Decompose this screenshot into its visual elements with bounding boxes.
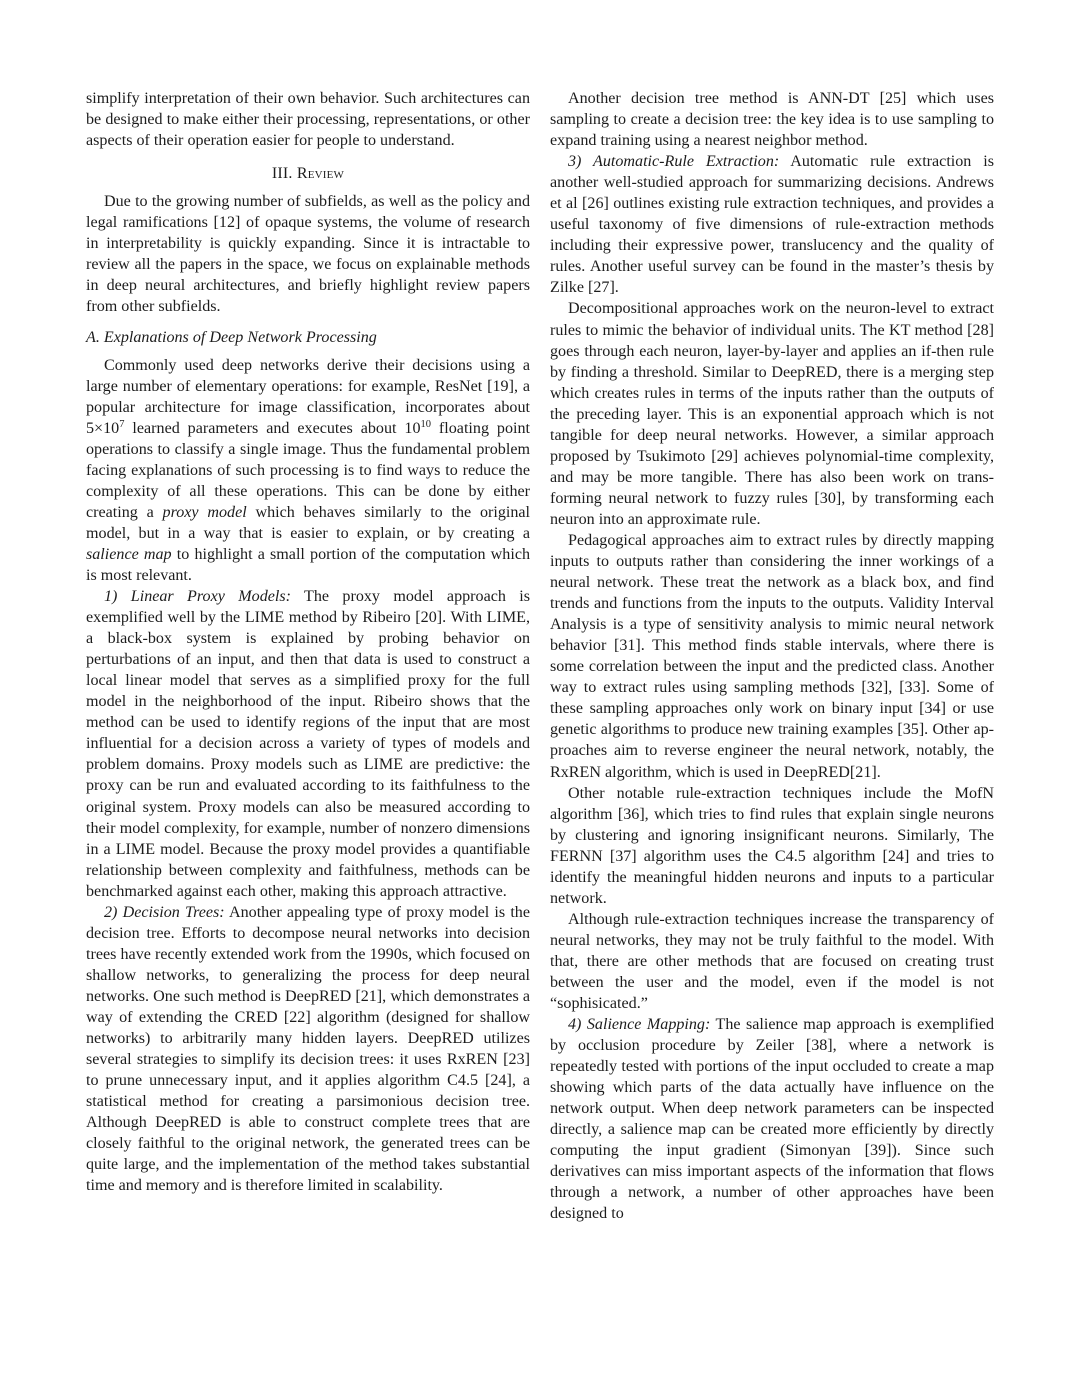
paragraph-title: 2) Decision Trees: — [104, 903, 225, 921]
paragraph-continuation: simplify interpretation of their own behavior. Such architectures can be designed to make either their processing, representations, or other aspects of their operation easier for people to understand. — [86, 90, 530, 150]
paragraph-title: 1) Linear Proxy Models: — [104, 588, 291, 606]
paragraph-ann-dt: Another decision tree method is ANN-DT [25] which uses sampling to create a decision tree: the key idea is to use sampling to expand training using a nearest neighbor method. — [550, 90, 994, 150]
right-column — [550, 88, 994, 1225]
paragraph-salience-mapping: 4) Salience Mapping: The salience map approach is exemplified by occlusion procedure by Zeiler [38], where a network is repeatedly tested with portions of the input occluded to create a map showing which parts of the data actually have influence on the network output. When deep network parameters can be inspected directly, a salience map can be created more efficiently by directly computing the input gradient (Simonyan [39]). Since such derivatives can miss important aspects of the information that flows through a network, a number of other approaches have been designed to — [550, 1016, 995, 1223]
section-number: III. — [271, 165, 293, 183]
paragraph-other-techniques: Other notable rule-extraction techniques include the MofN algorithm [36], which tries to find rules that explain single neurons by clustering and ignoring insignificant neurons. Similarly, The FERNN [37] algorithm uses the C4.5 algorithm [24] and tries to identify the meaningful hidden neurons and inputs to a particular network. — [550, 784, 994, 907]
section-title: Review — [296, 165, 345, 183]
paragraph-decision-trees: 2) Decision Trees: Another appealing type of proxy model is the decision tree. Efforts to decompose neural networks into decision trees have recently extended work from the 1990s, which focused on shallow networks, to generalizing the process for deep neural networks. One such method is DeepRED [21], which demonstrates a way of extending the CRED [22] algorithm (designed for shallow networks) to arbitrarily many hidden layers. DeepRED utilizes several strategies to simplify its decision trees: it uses RxREN [23] to prune unnecessary input, and it applies algorithm C4.5 [24], a statistical method for creating a parsimonious decision tree. Although DeepRED is able to construct complete trees that are closely faithful to the original network, the generated trees can be quite large, and the implementation of the method takes substantial time and memory and is therefore limited in scalability. — [86, 903, 530, 1195]
paragraph-pedagogical: Pedagogical approaches aim to extract rules by directly mapping inputs to outputs rather than considering the inner workings of a neural network. These treat the network as a black box, and find trends and functions from the inputs to the outputs. Validity Interval Analysis is a type of sensitivity analysis to mimic neural network behavior [31]. This method finds stable intervals, where there is some correlation between the input and the predicted class. Another way to extract rules using sampling methods [32], [33]. Some of these sampling approaches only work on binary input [34] or use genetic algorithms to produce new training examples [35]. Other approaches aim to reverse engineer the neural network, notably, the RxREN algorithm, which is used in DeepRED[21]. — [550, 531, 994, 781]
paragraph-decompositional: Decompositional approaches work on the neuron-level to extract rules to mimic the behavior of individual units. The KT method [28] goes through each neuron, layer-by-layer and applies an if-then rule by finding a threshold. Similar to DeepRED, there is a merging step which creates rules in terms of the inputs rather than the outputs of the preceding layer. This is an exponential approach which is not tangible for deep neural networks. However, a similar approach proposed by Tsukimoto [29] achieves polynomial-time complexity, and may be more tangible. There has also been work on transforming neural network to fuzzy rules [30], by transforming each neuron into an approximate rule. — [550, 300, 994, 528]
math-operations: $10^{10}$ — [404, 418, 431, 437]
paragraph-title: 4) Salience Mapping: — [568, 1016, 711, 1034]
paragraph-transparency: Although rule-extraction techniques increase the transparency of neural networks, they may not be truly faithful to the model. With that, there are other methods that are focused on creating trust between the user and the model, even if the model is not “sophisicated.” — [550, 910, 994, 1013]
paragraph-review-intro: Due to the growing number of subfields, as well as the policy and legal ramifications [12] of opaque systems, the volume of research in interpretability is quickly expanding. Since it is intractable to review all the papers in the space, we focus on explainable methods in deep neural architectures, and briefly highlight review papers from other subfields. — [86, 193, 530, 316]
paragraph-title: 3) Automatic-Rule Extraction: — [568, 153, 780, 171]
paragraph-automatic-rule-extraction: 3) Automatic-Rule Extraction: Automatic rule extraction is another well-studied approach for summarizing decisions. Andrews et al [26] outlines existing rule extraction techniques, and provides a useful taxonomy of five dimensions of rule-extraction methods including their expressive power, translucency and the quality of rules. Another useful survey can be found in the master’s thesis by Zilke [27]. — [550, 153, 994, 297]
subsection-heading-a: A. Explanations of Deep Network Processing — [86, 329, 377, 347]
math-parameters: $5\times 10^7$ — [86, 418, 125, 437]
term-salience-map: salience map — [86, 545, 172, 563]
paragraph-deep-networks: Commonly used deep networks derive their decisions using a large number of elementary operations: for example, ResNet [19], a popular architecture for image classification, incorporates about $5\times 10^7$ learned parameters and executes about $10^{10}$ floating point operations to classify a single image. Thus the fundamental problem facing explanations of such processing is to find ways to reduce the complexity of all these operations. This can be done by either creating a proxy model which behaves similarly to the original model, but in a way that is easier to explain, or by creating a salience map to highlight a small portion of the computation which is most relevant. — [86, 356, 531, 584]
section-heading-review — [86, 163, 530, 184]
left-column — [86, 88, 530, 1196]
paragraph-linear-proxy-models: 1) Linear Proxy Models: The proxy model approach is exemplified well by the LIME method by Ribeiro [20]. With LIME, a black-box system is explained by probing behavior on perturbations of an input, and then that data is used to construct a local linear model that serves as a simplified proxy for the full model in the neighborhood of the input. Ribeiro shows that the method can be used to identify regions of the input that are most influential for a decision across a variety of types of models and problem domains. Proxy models such as LIME are predictive: the proxy can be run and evaluated according to its faithfulness to the original system. Proxy models can also be measured according to their model complexity, for example, number of nonzero dimensions in a LIME model. Because the proxy model provides a quantifiable relationship between complexity and faithfulness, methods can be benchmarked against each other, making this approach attractive. — [86, 588, 530, 900]
term-proxy-model: proxy model — [162, 503, 247, 521]
